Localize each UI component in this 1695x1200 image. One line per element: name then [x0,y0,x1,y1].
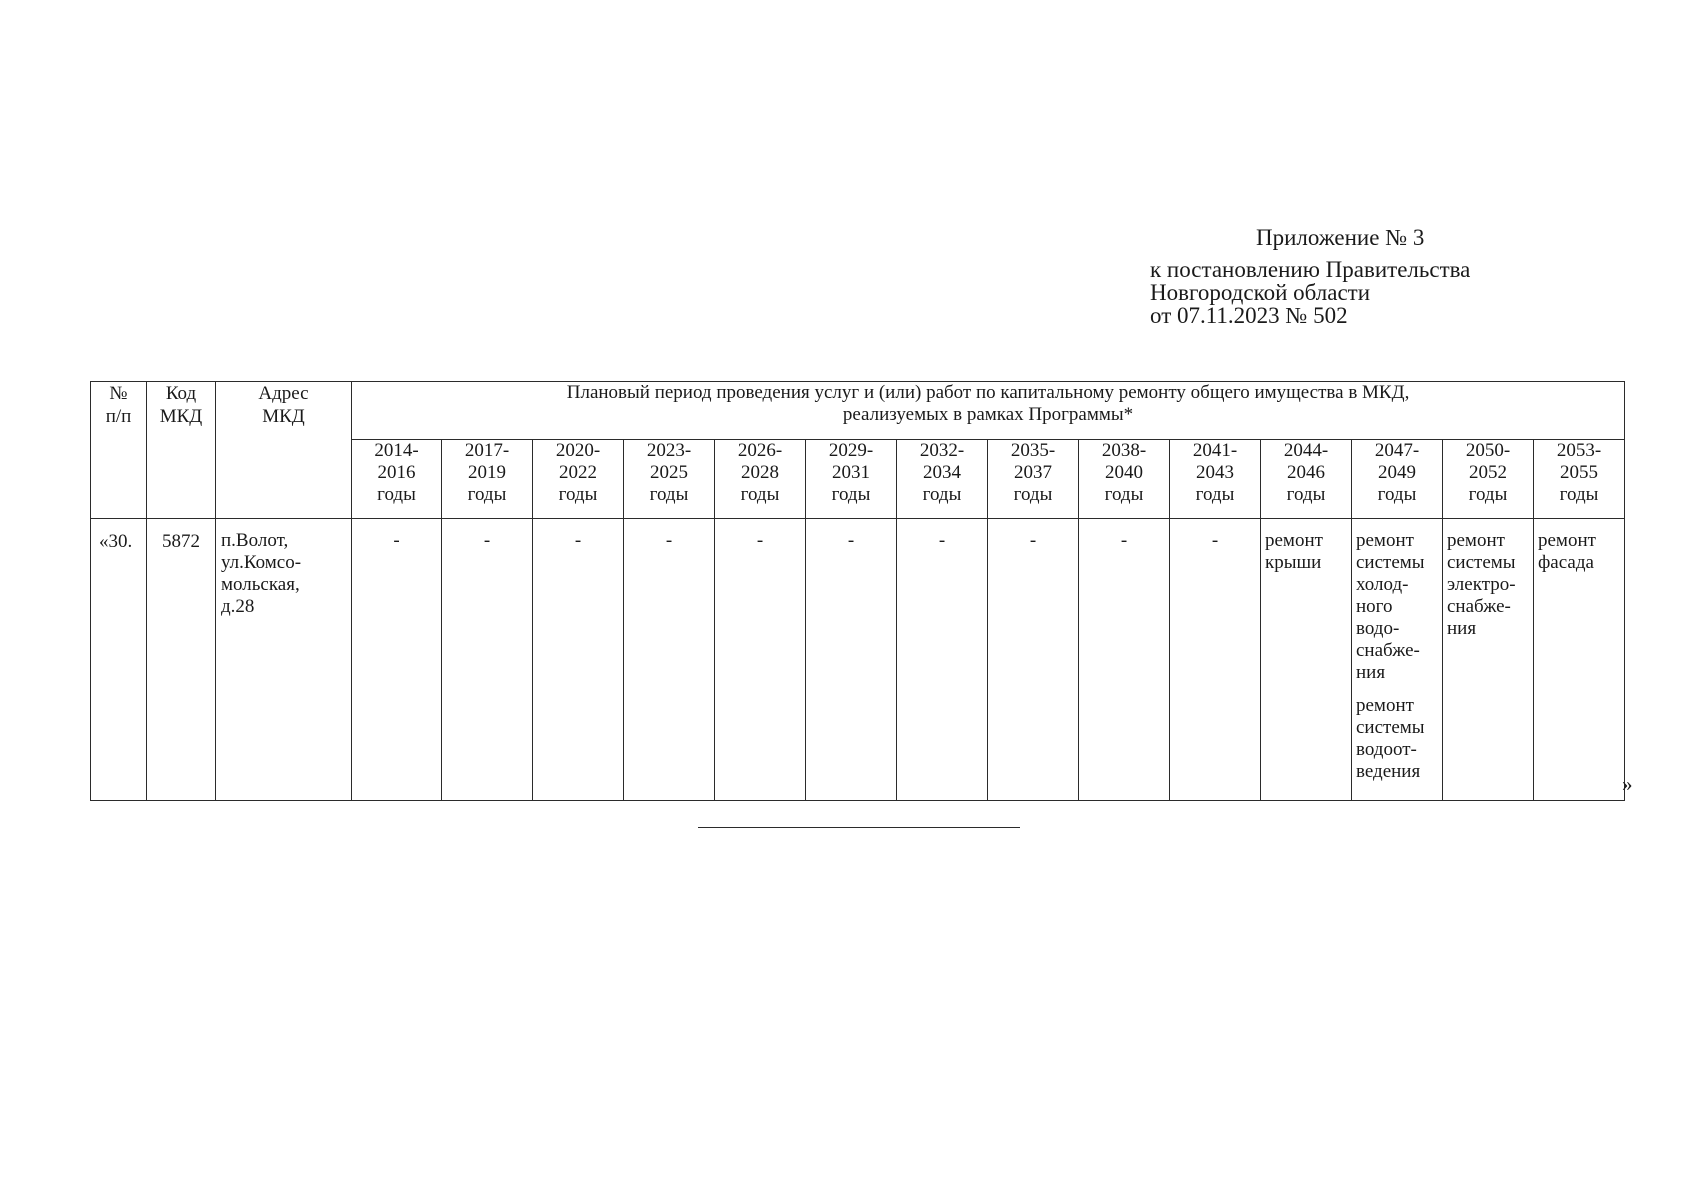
year-start: 2032- [919,440,965,461]
year-start: 2038- [1101,440,1147,461]
cell-empty-period: - [533,519,624,801]
cell-works-2053 [1534,519,1625,801]
year-unit: годы [1286,484,1326,505]
year-end: 2016 [377,462,416,483]
year-unit: годы [740,484,780,505]
year-end: 2055 [1560,462,1599,483]
year-header [1079,440,1170,519]
year-start: 2020- [555,440,601,461]
year-end: 2019 [468,462,506,483]
cell-empty-period: - [1170,519,1261,801]
year-unit: годы [377,484,416,505]
year-header [806,440,897,519]
year-header [1170,440,1261,519]
year-end: 2037 [1014,462,1052,483]
period-header [352,382,1625,440]
year-end: 2031 [832,462,870,483]
year-start: 2050- [1465,440,1511,461]
year-end: 2028 [741,462,779,483]
year-unit: годы [1013,484,1053,505]
work-line: системы [1447,552,1516,573]
year-start: 2017- [464,440,510,461]
year-end: 2049 [1378,462,1416,483]
col-header-code-line-2: МКД [159,406,203,427]
year-start: 2029- [828,440,874,461]
work-line: ремонт [1356,530,1414,551]
year-unit: годы [649,484,689,505]
work-line: системы [1356,717,1425,738]
year-header [533,440,624,519]
year-end: 2040 [1105,462,1143,483]
year-start: 2047- [1374,440,1420,461]
work-item-roof-repair [1265,530,1348,574]
work-line: системы [1356,552,1425,573]
cell-empty-period: - [897,519,988,801]
work-line: ремонт [1265,530,1323,551]
work-line: крыши [1265,552,1322,573]
work-item-cold-water-repair [1356,530,1439,684]
work-item-facade-repair [1538,530,1621,574]
period-header-line-2: реализуемых в рамках Программы* [842,404,1134,425]
work-line: ведения [1356,761,1421,782]
year-end: 2022 [559,462,597,483]
work-item-drainage-repair [1356,695,1439,783]
separator-line [698,827,1020,828]
work-line: водоот- [1356,739,1417,760]
year-unit: годы [467,484,507,505]
cell-mkd-code: 5872 [147,519,216,801]
work-line: ремонт [1447,530,1505,551]
year-end: 2034 [923,462,961,483]
year-header [897,440,988,519]
cell-empty-period: - [442,519,533,801]
work-line: фасада [1538,552,1594,573]
col-header-number-line-1: № [109,383,128,404]
cell-empty-period: - [988,519,1079,801]
col-header-code [147,382,216,519]
cell-works-2050 [1443,519,1534,801]
col-header-code-line-1: Код [165,383,197,404]
year-end: 2052 [1469,462,1507,483]
year-end: 2025 [650,462,688,483]
cell-works-2044 [1261,519,1352,801]
address-line: д.28 [221,596,255,617]
capital-repair-table [90,381,1625,801]
work-line: холод- [1356,574,1409,595]
work-line: снабже- [1447,596,1511,617]
cell-empty-period: - [1079,519,1170,801]
address-line: п.Волот, [221,530,289,551]
year-header [1443,440,1534,519]
period-header-line-1: Плановый период проведения услуг и (или) работ по капитальному ремонту общего имущества в МКД, [566,382,1410,403]
year-header [1352,440,1443,519]
year-start: 2014- [374,440,419,461]
year-end: 2043 [1196,462,1234,483]
year-header [624,440,715,519]
document-header [1150,226,1570,327]
cell-address [216,519,352,801]
year-unit: годы [1104,484,1144,505]
cell-empty-period: - [352,519,442,801]
year-start: 2041- [1192,440,1238,461]
cell-works-2047 [1352,519,1443,801]
year-unit: годы [922,484,962,505]
year-header [1261,440,1352,519]
work-line: снабже- [1356,640,1420,661]
col-header-address-line-1: Адрес [258,383,309,404]
year-header [442,440,533,519]
work-line: водо- [1356,618,1400,639]
work-line: ного [1356,596,1393,617]
cell-empty-period: - [715,519,806,801]
year-unit: годы [1468,484,1508,505]
year-unit: годы [1377,484,1417,505]
appendix-title: Приложение № 3 [1256,225,1425,250]
year-start: 2053- [1556,440,1602,461]
cell-empty-period: - [624,519,715,801]
year-start: 2044- [1283,440,1329,461]
col-header-number-line-2: п/п [105,406,132,427]
work-line: электро- [1447,574,1516,595]
header-line-1: к постановлению Правительства [1150,257,1471,282]
year-header [988,440,1079,519]
header-line-3: от 07.11.2023 № 502 [1150,303,1348,328]
cell-row-number: «30. [91,519,147,801]
col-header-address-line-2: МКД [262,406,305,427]
year-start: 2035- [1010,440,1056,461]
work-line: ремонт [1538,530,1596,551]
year-unit: годы [1559,484,1599,505]
year-header [715,440,806,519]
year-unit: годы [831,484,871,505]
table-row [91,519,1625,801]
work-item-electric-repair [1447,530,1530,640]
col-header-number [91,382,147,519]
col-header-address [216,382,352,519]
address-line: мольская, [221,574,300,595]
closing-quote: » [1622,772,1633,796]
work-line: ремонт [1356,695,1414,716]
year-start: 2026- [737,440,783,461]
year-start: 2023- [646,440,692,461]
year-unit: годы [1195,484,1235,505]
header-row-1 [91,382,1625,440]
address-line: ул.Комсо- [221,552,302,573]
cell-empty-period: - [806,519,897,801]
year-unit: годы [558,484,598,505]
year-header [352,440,442,519]
header-line-2: Новгородской области [1150,280,1371,305]
year-end: 2046 [1287,462,1325,483]
work-line: ния [1356,662,1386,683]
year-header [1534,440,1625,519]
work-line: ния [1447,618,1477,639]
